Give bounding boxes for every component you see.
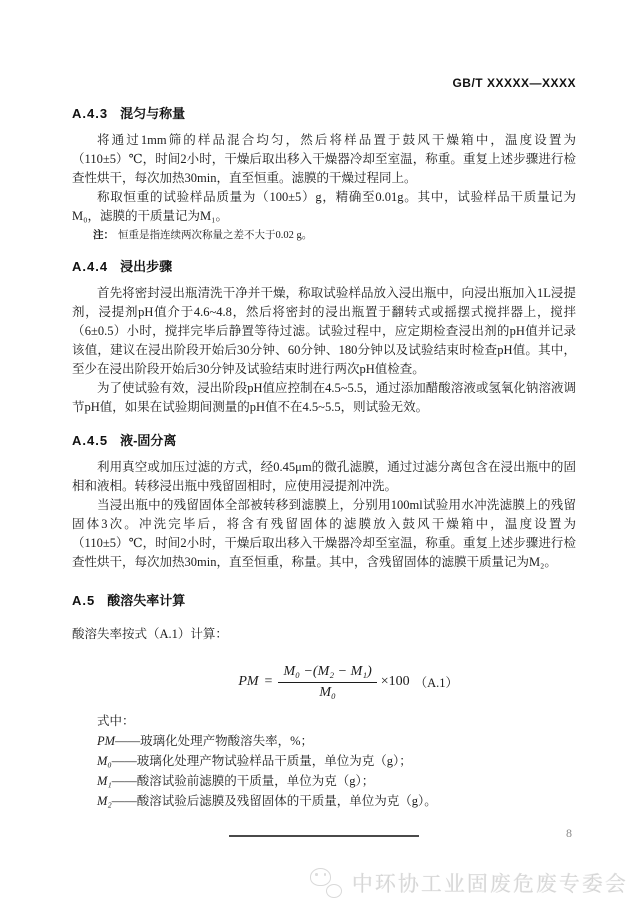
section-title: 浸出步骤 <box>120 259 173 274</box>
where-definition: ——玻璃化处理产物试验样品干质量，单位为克（g）； <box>111 754 412 768</box>
formula-numerator: M₀ −(M₂ − M₁) <box>278 664 376 683</box>
formula-lhs: PM <box>238 674 259 689</box>
formula-denominator: M₀ <box>319 684 336 700</box>
note-text: 恒重是指连续两次称量之差不大于0.02 g。 <box>118 230 313 241</box>
note-label: 注： <box>93 230 114 241</box>
where-definition: ——玻璃化处理产物酸溶失率，%； <box>115 734 313 748</box>
section-number: A.4.3 <box>72 106 109 121</box>
document-end-line <box>229 835 419 837</box>
section-title: 酸溶失率计算 <box>107 593 186 608</box>
where-term: M₁ <box>97 774 112 788</box>
where-definition: ——酸溶试验前滤膜的干质量，单位为克（g）； <box>111 774 375 788</box>
section-number: A.5 <box>72 593 96 608</box>
where-item <box>72 751 576 771</box>
section-heading-a5 <box>72 590 576 609</box>
section-heading-a4-3 <box>72 103 576 122</box>
paragraph: 当浸出瓶中的残留固体全部被转移到滤膜上，分别用100ml试验用水冲洗滤膜上的残留固体3次。冲洗完毕后，将含有残留固体的滤膜放入鼓风干燥箱中，温度设置为（110±5）℃，时间2小时，干燥后取出移入干燥器冷却至室温，称重。重复上述步骤进行检查性烘干，每次加热30min，直至恒重，称量。其中，含残留固体的滤膜干质量记为M₂。 <box>72 498 576 569</box>
paragraph: 利用真空或加压过滤的方式，经0.45μm的微孔滤膜，通过过滤分离包含在浸出瓶中的固相和液相。转移浸出瓶中残留固相时，应使用浸提剂冲洗。 <box>72 460 576 493</box>
page-number: 8 <box>566 826 572 840</box>
section-number: A.4.4 <box>72 259 109 274</box>
paragraph: 首先将密封浸出瓶清洗干净并干燥，称取试验样品放入浸出瓶中，向浸出瓶加入1L浸提剂，浸提剂pH值介于4.6~4.8，然后将密封的浸出瓶置于翻转式或摇摆式搅拌器上，搅拌（6±0.5）小时，搅拌完毕后静置等待过滤。试验过程中，应定期检查浸出剂的pH值并记录该值，建议在浸出阶段开始后30分钟、60分钟、180分钟以及试验结束时检查pH值。其中，至少在浸出阶段开始后30分钟及试验结束时进行两次pH值检查。 <box>72 286 576 376</box>
formula-equals: = <box>264 674 273 689</box>
wechat-logo-icon <box>310 868 344 898</box>
section-title: 液-固分离 <box>120 433 177 448</box>
section-number: A.4.5 <box>72 433 109 448</box>
paragraph: 为了使试验有效，浸出阶段pH值应控制在4.5~5.5，通过添加醋酸溶液或氢氧化钠溶液调节pH值，如果在试验期间测量的pH值不在4.5~5.5，则试验无效。 <box>72 381 576 414</box>
formula-label: （A.1） <box>414 676 458 690</box>
section-title: 混匀与称量 <box>120 106 186 121</box>
where-definition: ——酸溶试验后滤膜及残留固体的干质量，单位为克（g）。 <box>111 794 437 808</box>
where-item <box>72 771 576 791</box>
watermark <box>310 868 628 898</box>
where-label: 式中： <box>97 714 135 728</box>
watermark-text: 中环协工业固废危废专委会 <box>352 873 628 896</box>
where-term: M₀ <box>97 754 112 768</box>
standard-number: GB/T XXXXX—XXXX <box>452 76 576 90</box>
where-term: M₂ <box>97 794 112 808</box>
formula-a1 <box>72 656 576 708</box>
where-item <box>72 731 576 751</box>
formula-where-list <box>72 712 576 811</box>
where-term: PM <box>97 734 116 748</box>
paragraph: 将通过1mm筛的样品混合均匀，然后将样品置于鼓风干燥箱中，温度设置为（110±5）℃，时间2小时，干燥后取出移入干燥器冷却至室温，称重。重复上述步骤进行检查性烘干，每次加热30min，直至恒重。滤膜的干燥过程同上。 <box>72 133 576 185</box>
section-heading-a4-4 <box>72 256 576 275</box>
formula-multiplier: ×100 <box>380 674 410 689</box>
formula-fraction <box>278 664 376 701</box>
note <box>72 228 576 243</box>
paragraph: 称取恒重的试验样品质量为（100±5）g，精确至0.01g。其中，试验样品干质量记为M₀，滤膜的干质量记为M₁。 <box>72 190 576 223</box>
formula-intro: 酸溶失率按式（A.1）计算： <box>72 627 228 641</box>
section-heading-a4-5 <box>72 430 576 449</box>
where-item <box>72 791 576 811</box>
